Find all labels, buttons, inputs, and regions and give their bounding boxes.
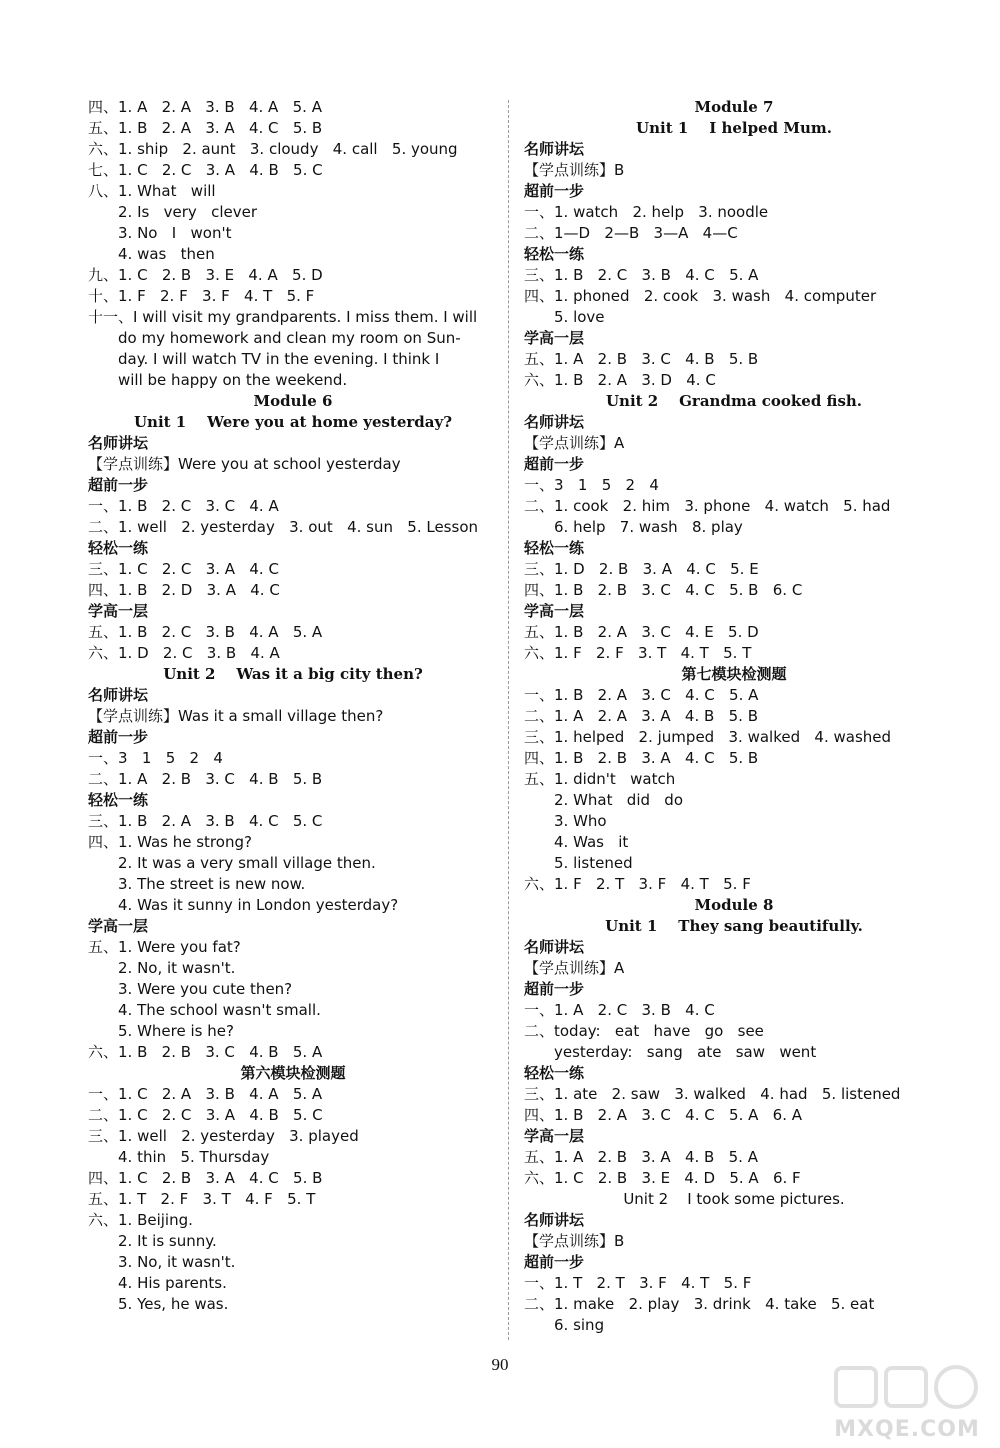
answer-line: 六、1. C 2. B 3. E 4. D 5. A 6. F [524, 1169, 801, 1187]
section-label: 轻松一练 [524, 245, 585, 263]
answer-line: 2. No, it wasn't. [118, 959, 236, 977]
watermark-emblem [832, 1362, 982, 1412]
answer-line: 4. Was it sunny in London yesterday? [118, 896, 399, 914]
answer-line: 四、1. B 2. B 3. A 4. C 5. B [524, 749, 759, 767]
answer-line: 四、1. B 2. A 3. C 4. C 5. A 6. A [524, 1106, 803, 1124]
answer-line: 三、1. D 2. B 3. A 4. C 5. E [524, 560, 759, 578]
answer-line: 三、1. B 2. C 3. B 4. C 5. A [524, 266, 759, 284]
answer-line: 十一、I will visit my grandparents. I miss them. I will [88, 308, 478, 326]
answer-line: 3. No, it wasn't. [118, 1253, 236, 1271]
test-heading: 第六模块检测题 [240, 1064, 346, 1082]
answer-line: 2. Is very clever [118, 203, 257, 221]
section-label: 名师讲坛 [524, 938, 585, 956]
answer-line: 六、1. F 2. T 3. F 4. T 5. F [524, 875, 751, 893]
answer-line: 五、1. A 2. B 3. C 4. B 5. B [524, 350, 759, 368]
answer-line: 九、1. C 2. B 3. E 4. A 5. D [88, 266, 323, 284]
answer-line: day. I will watch TV in the evening. I think I [118, 350, 440, 368]
answer-line: 4. was then [118, 245, 215, 263]
answer-line: 2. It was a very small village then. [118, 854, 376, 872]
answer-line: 二、1. A 2. B 3. C 4. B 5. B [88, 770, 323, 788]
answer-line: 3. Who [554, 812, 607, 830]
section-label: 超前一步 [524, 980, 585, 998]
unit-heading: Unit 2 I took some pictures. [623, 1190, 845, 1208]
unit-heading: Unit 1 They sang beautifully. [605, 917, 863, 935]
section-label: 名师讲坛 [88, 434, 149, 452]
answer-line: 三、1. well 2. yesterday 3. played [88, 1127, 359, 1145]
answer-line: 二、1. A 2. A 3. A 4. B 5. B [524, 707, 758, 725]
section-label: 超前一步 [88, 728, 149, 746]
answer-line: 6. help 7. wash 8. play [554, 518, 743, 536]
answer-line: 四、1. Was he strong? [88, 833, 252, 851]
answer-line: 三、1. ate 2. saw 3. walked 4. had 5. listened [524, 1085, 901, 1103]
answer-line: 四、1. B 2. D 3. A 4. C [88, 581, 280, 599]
answer-line: 【学点训练】Was it a small village then? [88, 707, 384, 725]
answer-line: 一、3 1 5 2 4 [524, 476, 659, 494]
answer-line: 3. The street is new now. [118, 875, 306, 893]
answer-line: 一、3 1 5 2 4 [88, 749, 223, 767]
section-label: 名师讲坛 [524, 140, 585, 158]
answer-line: yesterday: sang ate saw went [554, 1043, 817, 1061]
section-label: 轻松一练 [524, 539, 585, 557]
answer-line: 【学点训练】A [524, 959, 625, 977]
section-label: 轻松一练 [88, 539, 149, 557]
answer-line: 【学点训练】B [524, 1232, 625, 1250]
section-label: 超前一步 [88, 476, 149, 494]
unit-heading: Unit 2 Was it a big city then? [163, 665, 423, 683]
answer-line: 【学点训练】Were you at school yesterday [88, 455, 401, 473]
answer-line: 五、1. B 2. A 3. A 4. C 5. B [88, 119, 323, 137]
section-label: 学高一层 [524, 602, 585, 620]
section-label: 学高一层 [88, 917, 149, 935]
watermark-logo [832, 1362, 982, 1442]
unit-heading: Module 8 [694, 896, 774, 914]
watermark-text: MXQE.COM [834, 1417, 980, 1442]
answer-line: 【学点训练】B [524, 161, 625, 179]
answer-line: 一、1. watch 2. help 3. noodle [524, 203, 769, 221]
section-label: 名师讲坛 [88, 686, 149, 704]
answer-line: 一、1. B 2. A 3. C 4. C 5. A [524, 686, 759, 704]
section-label: 学高一层 [88, 602, 149, 620]
unit-heading: Module 6 [253, 392, 333, 410]
answer-line: 六、1. F 2. F 3. T 4. T 5. T [524, 644, 752, 662]
answer-line: 二、1. well 2. yesterday 3. out 4. sun 5. Lesson [88, 518, 479, 536]
section-label: 学高一层 [524, 329, 585, 347]
answer-line: 一、1. C 2. A 3. B 4. A 5. A [88, 1085, 323, 1103]
answer-line: 七、1. C 2. C 3. A 4. B 5. C [88, 161, 323, 179]
answer-line: do my homework and clean my room on Sun- [118, 329, 461, 347]
answer-line: 五、1. A 2. B 3. A 4. B 5. A [524, 1148, 758, 1166]
answer-line: 五、1. didn't watch [524, 770, 676, 788]
answer-line: 5. Yes, he was. [118, 1295, 229, 1313]
page-number: 90 [491, 1355, 509, 1374]
section-label: 超前一步 [524, 1253, 585, 1271]
answer-line: 五、1. Were you fat? [88, 938, 241, 956]
answer-line: 五、1. B 2. A 3. C 4. E 5. D [524, 623, 759, 641]
answer-line: 2. What did do [554, 791, 684, 809]
answer-line: 二、1. C 2. C 3. A 4. B 5. C [88, 1106, 323, 1124]
answer-line: 二、1. cook 2. him 3. phone 4. watch 5. had [524, 497, 891, 515]
answer-line: 四、1. phoned 2. cook 3. wash 4. computer [524, 287, 877, 305]
answer-line: 十、1. F 2. F 3. F 4. T 5. F [88, 287, 315, 305]
answer-line: 六、1. B 2. A 3. D 4. C [524, 371, 716, 389]
answer-line: 4. thin 5. Thursday [118, 1148, 270, 1166]
answer-line: 一、1. A 2. C 3. B 4. C [524, 1001, 715, 1019]
answer-line: 二、1. make 2. play 3. drink 4. take 5. eat [524, 1295, 875, 1313]
answer-line: 6. sing [554, 1316, 605, 1334]
left-column [88, 97, 498, 1315]
answer-line: 五、1. T 2. F 3. T 4. F 5. T [88, 1190, 316, 1208]
answer-line: 八、1. What will [88, 182, 216, 200]
answer-line: 4. His parents. [118, 1274, 227, 1292]
answer-line: 4. Was it [554, 833, 629, 851]
answer-line: 五、1. B 2. C 3. B 4. A 5. A [88, 623, 323, 641]
answer-line: 3. No I won't [118, 224, 232, 242]
answer-line: 一、1. T 2. T 3. F 4. T 5. F [524, 1274, 752, 1292]
answer-line: 【学点训练】A [524, 434, 625, 452]
answer-line: 一、1. B 2. C 3. C 4. A [88, 497, 279, 515]
answer-line: 三、1. helped 2. jumped 3. walked 4. washed [524, 728, 892, 746]
section-label: 名师讲坛 [524, 413, 585, 431]
test-heading: 第七模块检测题 [681, 665, 787, 683]
section-label: 超前一步 [524, 455, 585, 473]
answer-line: 5. love [554, 308, 605, 326]
unit-heading: Module 7 [694, 98, 774, 116]
section-label: 轻松一练 [88, 791, 149, 809]
answer-line: 2. It is sunny. [118, 1232, 217, 1250]
answer-line: 六、1. D 2. C 3. B 4. A [88, 644, 280, 662]
section-label: 名师讲坛 [524, 1211, 585, 1229]
answer-line: 二、today: eat have go see [524, 1022, 764, 1040]
answer-line: 二、1—D 2—B 3—A 4—C [524, 224, 738, 242]
answer-line: 4. The school wasn't small. [118, 1001, 321, 1019]
answer-line: will be happy on the weekend. [118, 371, 348, 389]
answer-line: 5. Where is he? [118, 1022, 234, 1040]
answer-line: 3. Were you cute then? [118, 980, 293, 998]
answer-line: 5. listened [554, 854, 633, 872]
column-divider [508, 100, 509, 1340]
answer-line: 三、1. C 2. C 3. A 4. C [88, 560, 279, 578]
section-label: 轻松一练 [524, 1064, 585, 1082]
unit-heading: Unit 2 Grandma cooked fish. [605, 392, 863, 410]
answer-line: 六、1. ship 2. aunt 3. cloudy 4. call 5. young [88, 140, 458, 158]
answer-line: 六、1. Beijing. [88, 1211, 193, 1229]
unit-heading: Unit 1 I helped Mum. [636, 119, 832, 137]
answer-line: 四、1. A 2. A 3. B 4. A 5. A [88, 98, 322, 116]
right-column [524, 97, 944, 1336]
answer-line: 四、1. B 2. B 3. C 4. C 5. B 6. C [524, 581, 803, 599]
unit-heading: Unit 1 Were you at home yesterday? [133, 413, 453, 431]
answer-line: 六、1. B 2. B 3. C 4. B 5. A [88, 1043, 323, 1061]
answer-line: 三、1. B 2. A 3. B 4. C 5. C [88, 812, 323, 830]
section-label: 超前一步 [524, 182, 585, 200]
section-label: 学高一层 [524, 1127, 585, 1145]
answer-line: 四、1. C 2. B 3. A 4. C 5. B [88, 1169, 323, 1187]
